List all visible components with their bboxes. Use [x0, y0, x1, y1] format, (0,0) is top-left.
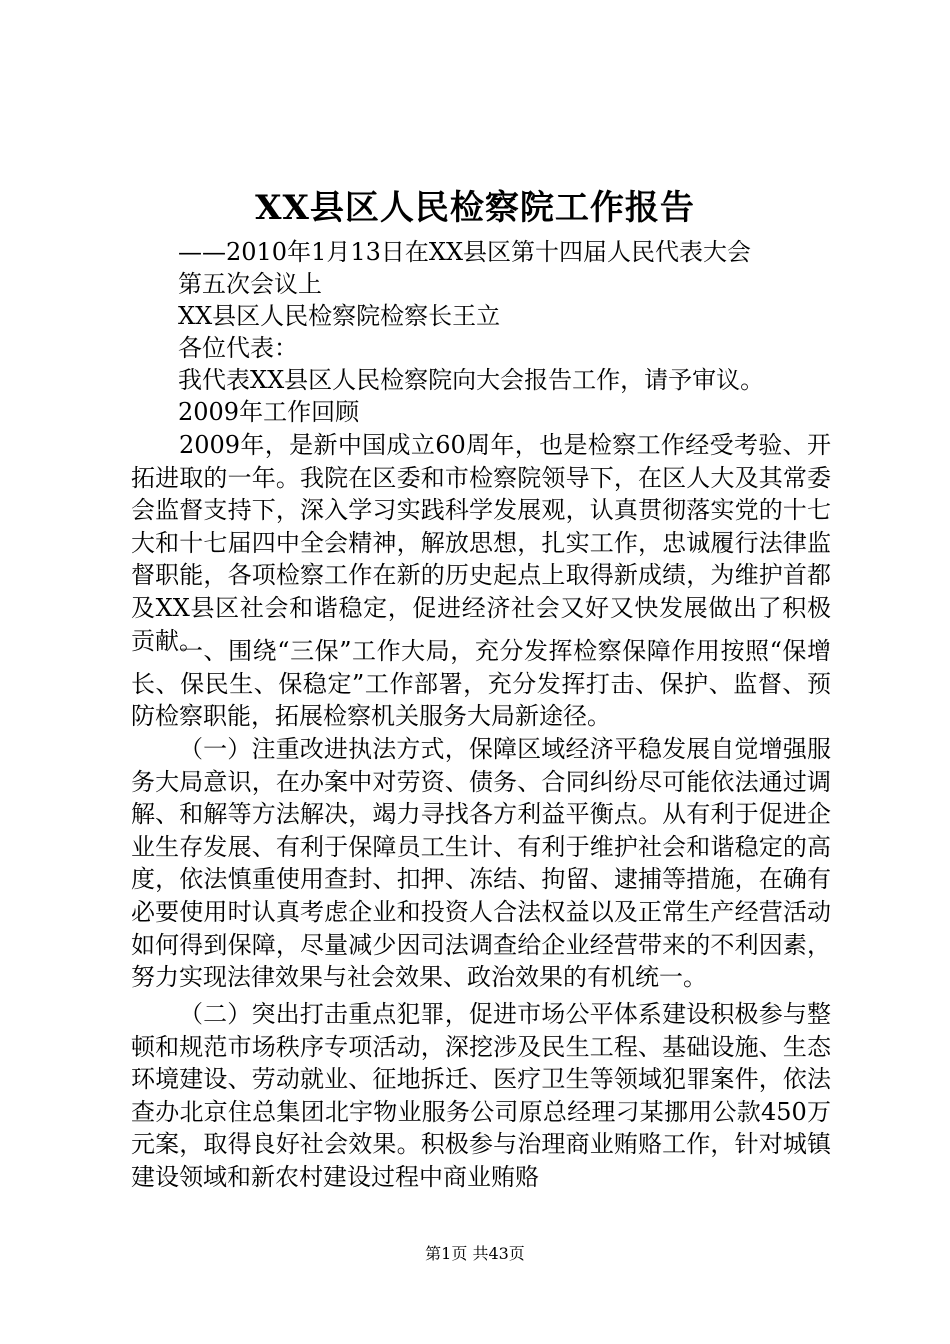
document-title: XX县区人民检察院工作报告 — [255, 188, 695, 228]
section-heading: 2009年工作回顾 — [178, 398, 360, 426]
opening-line: 我代表XX县区人民检察院向大会报告工作，请予审议。 — [178, 366, 765, 394]
body-paragraph-1: 2009年，是新中国成立60周年，也是检察工作经受考验、开拓进取的一年。我院在区委和市检察院领导下，在区人大及其常委会监督支持下，深入学习实践科学发展观，认真贯彻落实党的十七大和十七届四中全会精神，解放思想，扎实工作，忠诚履行法律监督职能，各项检察工作在新的历史起点上取得新成绩，为维护首都及XX县区社会和谐稳定，促进经济社会又好又快发展做出了积极贡献。 — [131, 431, 831, 655]
author-line: XX县区人民检察院检察长王立 — [178, 302, 501, 330]
body-paragraph-2: 一、围绕“三保”工作大局，充分发挥检察保障作用按照“保增长、保民生、保稳定”工作部署，充分发挥打击、保护、监督、预防检察职能，拓展检察机关服务大局新途径。 — [131, 637, 831, 731]
body-paragraph-4: （二）突出打击重点犯罪，促进市场公平体系建设积极参与整顿和规范市场秩序专项活动，深挖涉及民生工程、基础设施、生态环境建设、劳动就业、征地拆迁、医疗卫生等领域犯罪案件，依法查办北京住总集团北宇物业服务公司原总经理刁某挪用公款450万元案，取得良好社会效果。积极参与治理商业贿赂工作，针对城镇建设领域和新农村建设过程中商业贿赂 — [131, 1000, 831, 1191]
salutation: 各位代表： — [178, 334, 298, 362]
subtitle-line-1: ——2010年1月13日在XX县区第十四届人民代表大会 — [178, 238, 752, 266]
page-footer: 第1页 共43页 — [425, 1244, 525, 1263]
subtitle-line-2: 第五次会议上 — [178, 270, 322, 298]
body-paragraph-3: （一）注重改进执法方式，保障区域经济平稳发展自觉增强服务大局意识，在办案中对劳资、债务、合同纠纷尽可能依法通过调解、和解等方法解决，竭力寻找各方利益平衡点。从有利于促进企业生存发展、有利于保障员工生计、有利于维护社会和谐稳定的高度，依法慎重使用查封、扣押、冻结、拘留、逮捕等措施，在确有必要使用时认真考虑企业和投资人合法权益以及正常生产经营活动如何得到保障，尽量减少因司法调查给企业经营带来的不利因素，努力实现法律效果与社会效果、政治效果的有机统一。 — [131, 735, 831, 992]
